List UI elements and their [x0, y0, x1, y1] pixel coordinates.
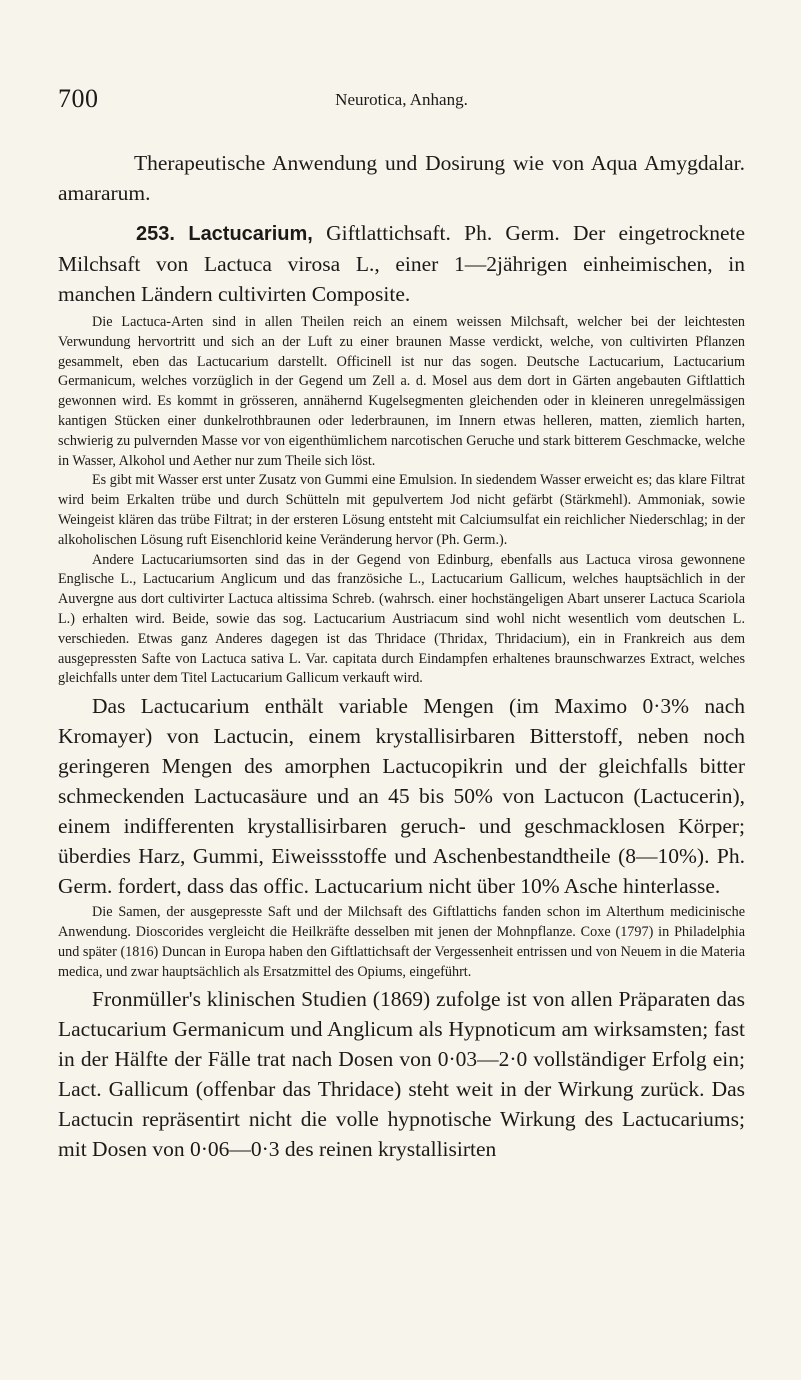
paragraph: Andere Lactucariumsorten sind das in der Gegend von Edinburg, ebenfalls aus Lactuca virosa gewonnene Englische L., Lactucarium Anglicum und das französiche L., Lactucarium Gallicum, welches hauptsächlich in der Auvergne aus dort cultivirter Lactuca altissima Schreb. (wahrsch. einer hochstängeligen Abart unserer Lactuca Scariola L.) erhalten wird. Beide, sowie das sog. Lactucarium Austriacum sind wohl nicht wesentlich vom deutschen L. verschieden. Etwas ganz Anderes dagegen ist das Thridace (Thridax, Thridacium), ein in Frankreich aus dem ausgepressten Safte von Lactuca sativa L. Var. capitata durch Eindampfen erhaltenes braunschwarzes Extract, welches gleichfalls unter dem Titel Lactucarium Gallicum verkauft wird.: [58, 551, 745, 687]
section-heading: Therapeutische Anwendung und Dosirung wie von Aqua Amygdalar. amararum.: [58, 151, 745, 205]
running-head: Neurotica, Anhang.: [335, 90, 468, 109]
paragraph: Fronmüller's klinischen Studien (1869) zufolge ist von allen Präparaten das Lactucarium Germanicum und Anglicum als Hypnoticum am wirksamsten; fast in der Hälfte der Fälle trat nach Dosen von 0·03—2·0 vollständiger Erfolg ein; Lact. Gallicum (offenbar das Thridace) steht weit in der Wirkung zurück. Das Lactucin repräsentirt nicht die volle hypnotische Wirkung des Lactucariums; mit Dosen von 0·06—0·3 des reinen krystallisirten: [58, 987, 745, 1162]
entry-title: [58, 218, 745, 309]
page-body: [58, 148, 745, 1166]
paragraph: Die Samen, der ausgepresste Saft und der Milchsaft des Giftlattichs fanden schon im Alterthum medicinische Anwendung. Dioscorides vergleicht die Heilkräfte desselben mit jenen der Mohnpflanze. Coxe (1797) in Philadelphia und später (1816) Duncan in Europa haben den Giftlattichsaft der Vergessenheit entrissen und von Neuem in die Materia medica, und zwar hauptsächlich als Ersatzmittel des Opiums, eingeführt.: [58, 904, 745, 980]
entry-title-text: Giftlattichsaft. Ph. Germ. Der eingetrocknete Milchsaft von Lactuca virosa L., einer 1—2jährigen einheimischen, in manchen Ländern cultivirten Composite.: [58, 221, 746, 306]
page-header: [58, 84, 745, 114]
paragraph: Es gibt mit Wasser erst unter Zusatz von Gummi eine Emulsion. In siedendem Wasser erweicht es; das klare Filtrat wird beim Erkalten trübe und durch Schütteln mit gepulvertem Jod nicht gefärbt (Stärkmehl). Ammoniak, sowie Weingeist klären das trübe Filtrat; in der ersteren Lösung entsteht mit Calciumsulfat ein reichlicher Niederschlag; in der alkoholischen Lösung ruft Eisenchlorid keine Veränderung hervor (Ph. Germ.).: [58, 472, 745, 548]
paragraph: Das Lactucarium enthält variable Mengen (im Maximo 0·3% nach Kromayer) von Lactucin, einem krystallisirbaren Bitterstoff, neben noch geringeren Mengen des amorphen Lactucopikrin und der gleichfalls bitter schmeckenden Lactucasäure und an 45 bis 50% von Lactucon (Lactucerin), einem indifferenten krystallisirbaren geruch- und geschmacklosen Körper; überdies Harz, Gummi, Eiweissstoffe und Aschenbestandtheile (8—10%). Ph. Germ. fordert, dass das offic. Lactucarium nicht über 10% Asche hinterlasse.: [58, 694, 745, 899]
page-number: 700: [58, 84, 99, 113]
paragraph: Die Lactuca-Arten sind in allen Theilen reich an einem weissen Milchsaft, welcher bei der leichtesten Verwundung hervortritt und sich an der Luft zu einer braunen Masse verdickt, welche, von cultivirten Pflanzen gesammelt, eben das Lactucarium darstellt. Officinell ist nur das sogen. Deutsche Lactucarium, Lactucarium Germanicum, welches vorzüglich in der Gegend um Zell a. d. Mosel aus dem dort in Gärten angebauten Giftlattich gewonnen wird. Es kommt in grösseren, annähernd Kugelsegmenten gleichenden oder in kleineren unregelmässigen kantigen Stücken einer dunkelrothbraunen oder lederbraunen, im Innern etwas helleren, matten, ziemlich harten, schwierig zu pulvernden Masse vor von eigenthümlichem narcotischen Geruche und stark bitterem Geschmacke, welche in Wasser, Alkohol und Aether nur zum Theile sich löst.: [58, 314, 745, 469]
entry-number: 253. Lactucarium,: [136, 223, 313, 245]
